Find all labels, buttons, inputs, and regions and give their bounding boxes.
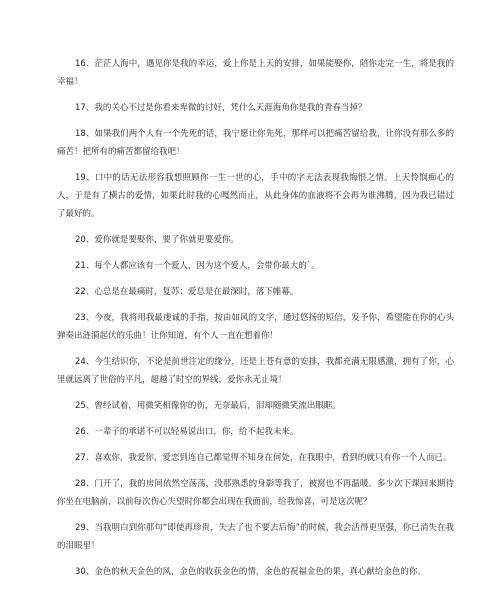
paragraph <box>57 257 454 275</box>
paragraph-number: 16、 <box>75 59 95 69</box>
paragraph-text: 心总是在最痛时，复苏；爱总是在最深时，落下帷幕。 <box>94 287 299 297</box>
paragraph <box>57 231 454 249</box>
paragraph-text: 茫茫人海中，遇见你是我的幸运，爱上你是上天的安排，如果能娶你，陪你走完一生，将是我的幸福！ <box>57 59 454 87</box>
paragraph-text: 如果我们两个人有一个先死的话，我宁愿让你先死，那样可以把痛苦留给我，让你没有那么多的痛苦！把所有的痛苦都留给我吧！ <box>57 129 454 157</box>
paragraph-number: 18、 <box>75 129 95 139</box>
paragraph <box>57 353 454 389</box>
paragraph-text: 我的关心不过是你看来卑微的讨好，凭什么天涯海角你是我的青春当掉？ <box>94 103 367 113</box>
paragraph-text: 曾经试着，用微笑相像你的伤，无奈最后，泪却随微笑流出眼眶。 <box>94 401 341 411</box>
paragraph-number: 17、 <box>75 103 95 113</box>
paragraph <box>57 519 454 555</box>
paragraph <box>57 55 454 91</box>
paragraph <box>57 125 454 161</box>
paragraph-number: 19、 <box>75 173 95 183</box>
paragraph-text: 门开了，我的房间依然空荡荡，没那熟悉的身影等我了，被窝也不再温暖。多少次下课回来期待你坐在电脑前，以前每次伤心失望时你都会出现在我面前，给我惊喜，可是这次呢？ <box>57 479 454 507</box>
paragraph <box>57 397 454 415</box>
paragraph-number: 29、 <box>75 523 95 533</box>
paragraph <box>57 99 454 117</box>
paragraph <box>57 423 454 441</box>
paragraph-number: 28、 <box>75 479 95 489</box>
paragraph-number: 23、 <box>75 313 95 323</box>
paragraph-text: 爱你就是要娶你，要了你就更要爱你。 <box>94 235 239 245</box>
paragraph-text: 每个人都应该有一个爱人，因为这个爱人，会带你最大的`。 <box>94 261 320 271</box>
paragraph-number: 21、 <box>75 261 95 271</box>
paragraph-number: 27、 <box>75 453 95 463</box>
paragraph <box>57 169 454 223</box>
paragraph-text: 今夜，我将用我最虔诚的手指，按由如风的文字，通过悠扬的短信，发予你，希望能在你的心头弹奏出涟漪起伏的乐曲！让你知道，有个人一直在想着你！ <box>57 313 454 341</box>
paragraph-text: 一辈子的承诺不可以轻易说出口，你，给不起我未来。 <box>94 427 299 437</box>
paragraph-text: 口中的话无法形容我想照顾你一生一世的心，手中的字无法表现我悔恨之情。上天怜悯痴心的人，于是有了横古的爱情，如果此时我的心嘎然而止，从此身体的血液将不会再为谁沸腾，因为我已错过了最好的。 <box>57 173 454 219</box>
paragraph-text: 金色的秋天金色的风，金色的收获金色的情，金色的祝福金色的果，真心献给金色的你。 <box>94 567 426 577</box>
paragraph-list <box>57 55 454 589</box>
paragraph-number: 24、 <box>75 357 95 367</box>
paragraph <box>57 449 454 467</box>
paragraph <box>57 283 454 301</box>
paragraph-text: 今生结识你，不论是前世注定的缘分，还是上苍有意的安排，我都充满无限感激，拥有了你，心里就远离了世俗的平凡，超越了时空的界线，爱你永无止境！ <box>57 357 454 385</box>
paragraph-number: 20、 <box>75 235 95 245</box>
paragraph-number: 30、 <box>75 567 95 577</box>
paragraph-number: 22、 <box>75 287 95 297</box>
paragraph-text: 喜欢你，我爱你，爱恋到连自己都觉得不知身在何处，在我眼中，看到的就只有你一个人而已。 <box>94 453 452 463</box>
paragraph-text: 当我明白到你那句“即使再珍贵，失去了也不要去后悔”的时候，我会活得更坚强，你已消失在我的泪眼里！ <box>57 523 455 551</box>
paragraph-number: 25、 <box>75 401 95 411</box>
paragraph <box>57 309 454 345</box>
paragraph-number: 26、 <box>75 427 95 437</box>
paragraph <box>57 563 454 581</box>
paragraph <box>57 475 454 511</box>
